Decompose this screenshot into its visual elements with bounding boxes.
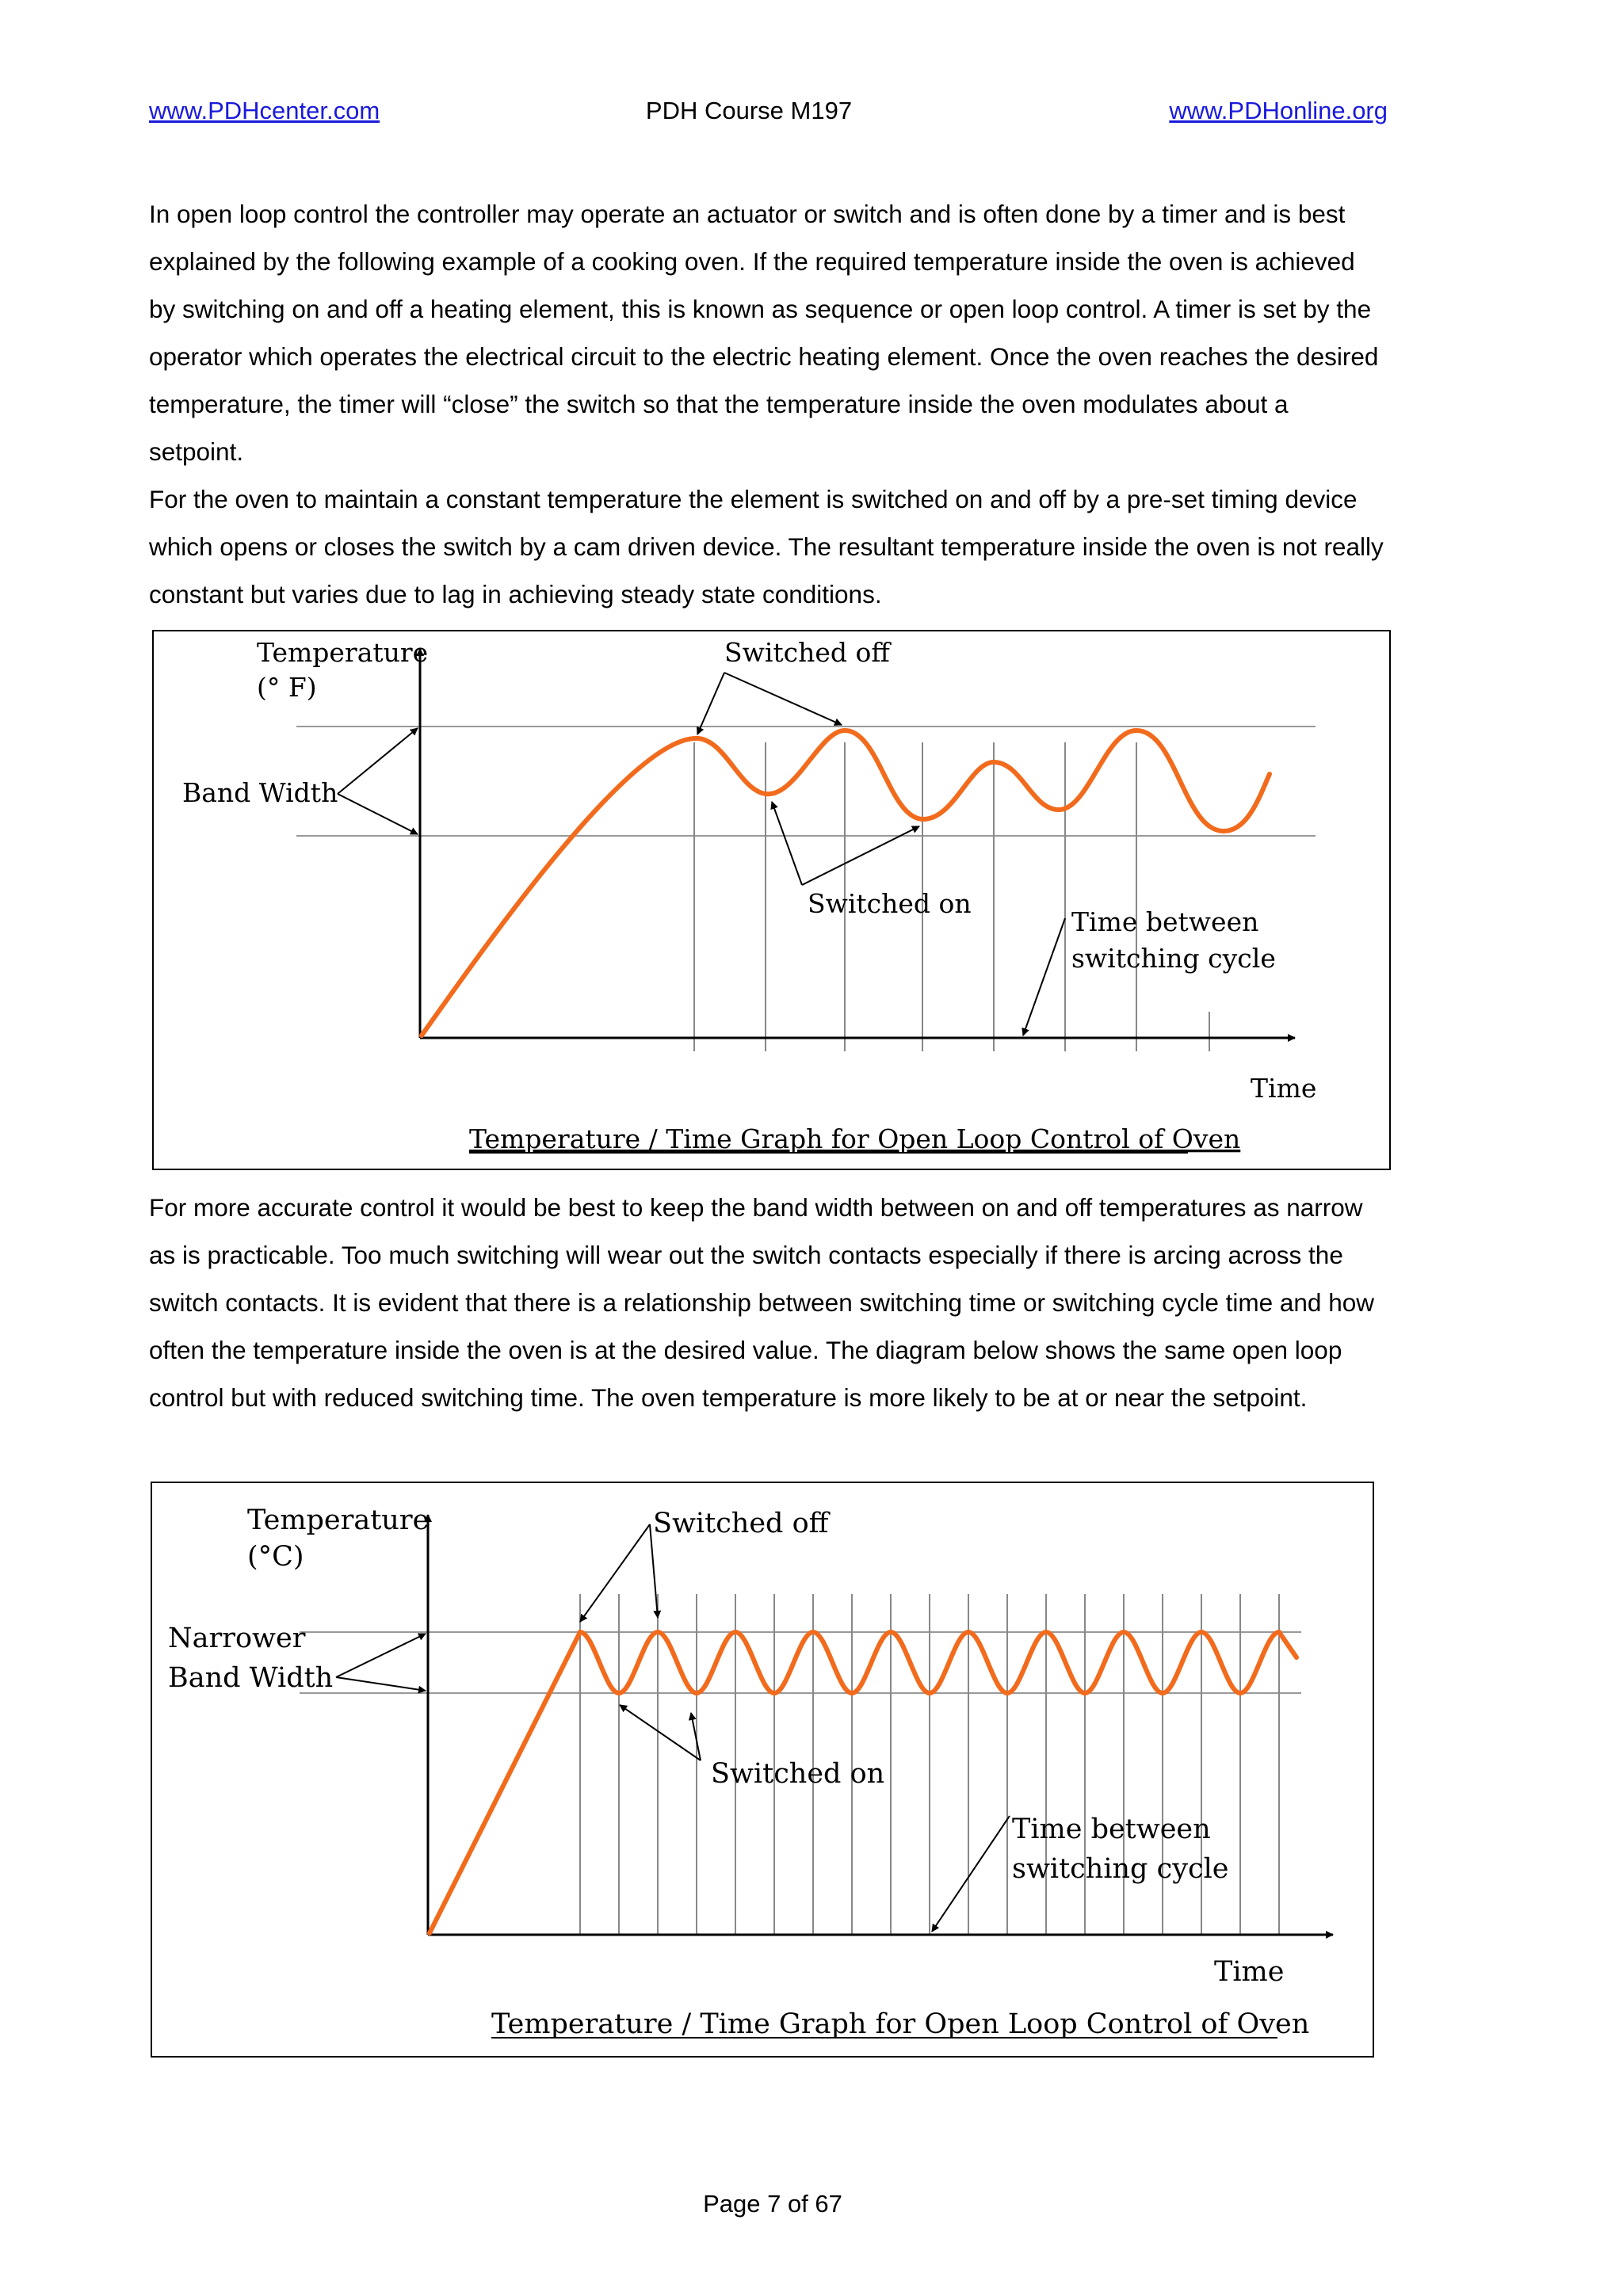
fig2-y-unit: (°C) — [247, 1541, 304, 1573]
header-left-link[interactable]: www.PDHcenter.com — [149, 97, 380, 124]
fig2-caption: Temperature / Time Graph for Open Loop Control of Oven — [491, 2008, 1310, 2040]
fig1-switched-on-label: Switched on — [808, 888, 972, 919]
fig1-switching-cycle-label: switching cycle — [1071, 943, 1276, 974]
fig2-y-label: Temperature — [247, 1505, 430, 1536]
paragraph-open-loop: In open loop control the controller may operate an actuator or switch and is often done by a timer and is best explained by the following example of a cooking oven. If the required temperature inside the oven is achieved by switching on and off a heating element, this is known as sequence or open loop control. A timer is set by the operator which operates the electrical circuit to the electric heating element. Once the oven reaches the desired temperature, the timer will “close” the switch so that the temperature inside the oven modulates about a setpoint. — [149, 200, 1379, 466]
figure-1-svg — [154, 631, 1392, 1172]
fig2-switched-off-label: Switched off — [653, 1508, 829, 1539]
fig1-switched-off-label: Switched off — [724, 637, 890, 668]
fig2-switched-on-label: Switched on — [711, 1758, 885, 1790]
header-course-title: PDH Course M197 — [645, 97, 853, 124]
fig2-band-label-2: Band Width — [168, 1662, 334, 1694]
fig2-switching-cycle-label: switching cycle — [1012, 1853, 1229, 1885]
figure-2-svg — [152, 1483, 1376, 2059]
paragraph-constant-temp: For the oven to maintain a constant temperature the element is switched on and off by a pre-set timing device which opens or closes the switch by a cam driven device. The resultant temperature inside the oven is not really constant but varies due to lag in achieving steady state conditions. — [149, 485, 1384, 608]
fig2-time-between-label: Time between — [1012, 1814, 1211, 1845]
accuracy-text — [149, 1184, 1385, 1421]
paragraph-accuracy: For more accurate control it would be best to keep the band width between on and off temperatures as narrow as is practicable. Too much switching will wear out the switch contacts especially if there is arcing across the switch contacts. It is evident that there is a relationship between switching time or switching cycle time and how often the temperature inside the oven is at the desired value. The diagram below shows the same open loop control but with reduced switching time. The oven temperature is more likely to be at or near the setpoint. — [149, 1193, 1374, 1412]
fig1-band-label: Band Width — [182, 777, 338, 808]
fig1-y-unit: (° F) — [257, 672, 317, 703]
fig1-time-between-label: Time between — [1071, 906, 1259, 937]
header-right-link[interactable]: www.PDHonline.org — [1169, 97, 1388, 124]
figure-1-oven-graph — [152, 630, 1391, 1170]
fig1-caption: Temperature / Time Graph for Open Loop Control of Oven — [469, 1123, 1241, 1154]
fig2-band-label-1: Narrower — [168, 1623, 306, 1654]
page-number: Page 7 of 67 — [703, 2190, 842, 2218]
fig1-x-label: Time — [1251, 1073, 1317, 1104]
fig1-y-label: Temperature — [257, 637, 429, 668]
annotation-arrows — [336, 1524, 1010, 1932]
fig2-x-label: Time — [1214, 1956, 1285, 1988]
intro-text — [149, 190, 1385, 618]
figure-2-oven-graph — [151, 1482, 1374, 2058]
